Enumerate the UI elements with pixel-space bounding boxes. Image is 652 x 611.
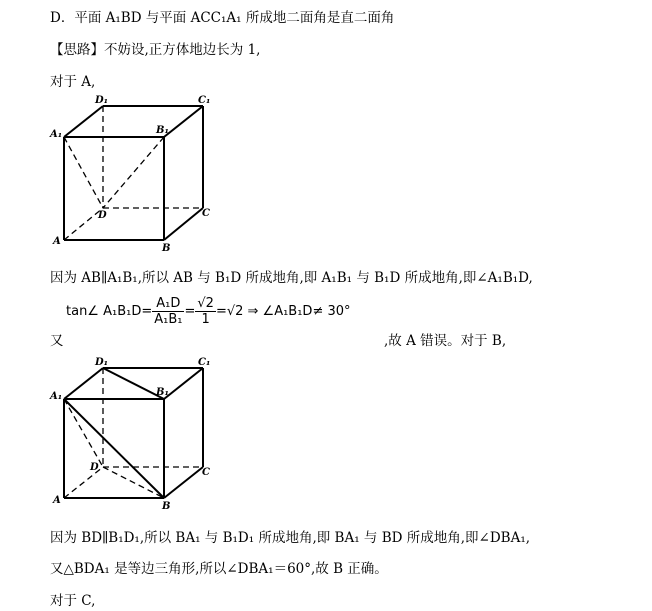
edge-b1-c1 [164,106,203,137]
label-a1: A₁ [50,391,63,402]
idea-text: 【思路】不妨设,正方体地边长为 1, [50,42,261,58]
reason-b-text: 因为 BD∥B₁D₁,所以 BA₁ 与 B₁D₁ 所成地角,即 BA₁ 与 BD 所成地角,即∠DBA₁, [50,530,531,546]
label-c: C [202,467,210,478]
cube-figure-2 [40,352,220,517]
label-a: A [53,495,61,506]
reason-a-text: 因为 AB∥A₁B₁,所以 AB 与 B₁D 所成地角,即 A₁B₁ 与 B₁D 所成地角,即∠A₁B₁D, [50,270,533,286]
diag-d-b [103,467,164,498]
edge-b1-c1 [164,368,203,399]
diag-a1-d [64,137,103,208]
fraction-1-numerator: A₁D [152,296,184,312]
edge-a1-d1 [64,368,103,399]
label-d: D [98,210,107,221]
edge-a1-d1 [64,106,103,137]
edge-b-c [164,208,203,240]
label-b1: B₁ [156,125,169,136]
option-d-text: D．平面 A₁BD 与平面 ACC₁A₁ 所成地二面角是直二面角 [50,10,395,26]
fraction-2-denominator: 1 [201,312,210,327]
label-c1: C₁ [198,95,211,106]
fraction-sqrt2-1 [195,296,216,327]
edge-b-c [164,467,203,498]
label-a1: A₁ [50,129,63,140]
tan-lhs: tan∠ A₁B₁D= [66,304,153,319]
label-c1: C₁ [198,357,211,368]
equals-sign: = [184,304,196,319]
label-a: A [53,236,61,247]
fraction-1-denominator: A₁B₁ [154,312,183,327]
cube-figure-1 [40,90,220,255]
diag-a1-b [64,399,164,498]
tan-formula [66,296,351,327]
about-c-text: 对于 C, [50,593,96,609]
fraction-a1d-a1b1 [152,296,184,327]
label-c: C [202,208,210,219]
label-b: B [162,501,171,512]
label-d1: D₁ [95,95,109,106]
diag-d1-b1 [103,368,164,399]
label-b1: B₁ [156,387,169,398]
equilateral-text: 又△BDA₁ 是等边三角形,所以∠DBA₁＝60°,故 B 正确。 [50,561,388,577]
label-b: B [162,243,171,254]
label-d1: D₁ [95,357,109,368]
conclusion-a-text: ,故 A 错误。对于 B, [384,333,507,349]
label-d: D [90,462,99,473]
fraction-2-numerator: √2 [197,296,214,311]
formula-rhs: =√2 ⇒ ∠A₁B₁D≠ 30° [215,304,351,319]
you-text: 又 [50,333,64,349]
diag-b1-d [103,137,164,208]
about-a-text: 对于 A, [50,74,96,90]
